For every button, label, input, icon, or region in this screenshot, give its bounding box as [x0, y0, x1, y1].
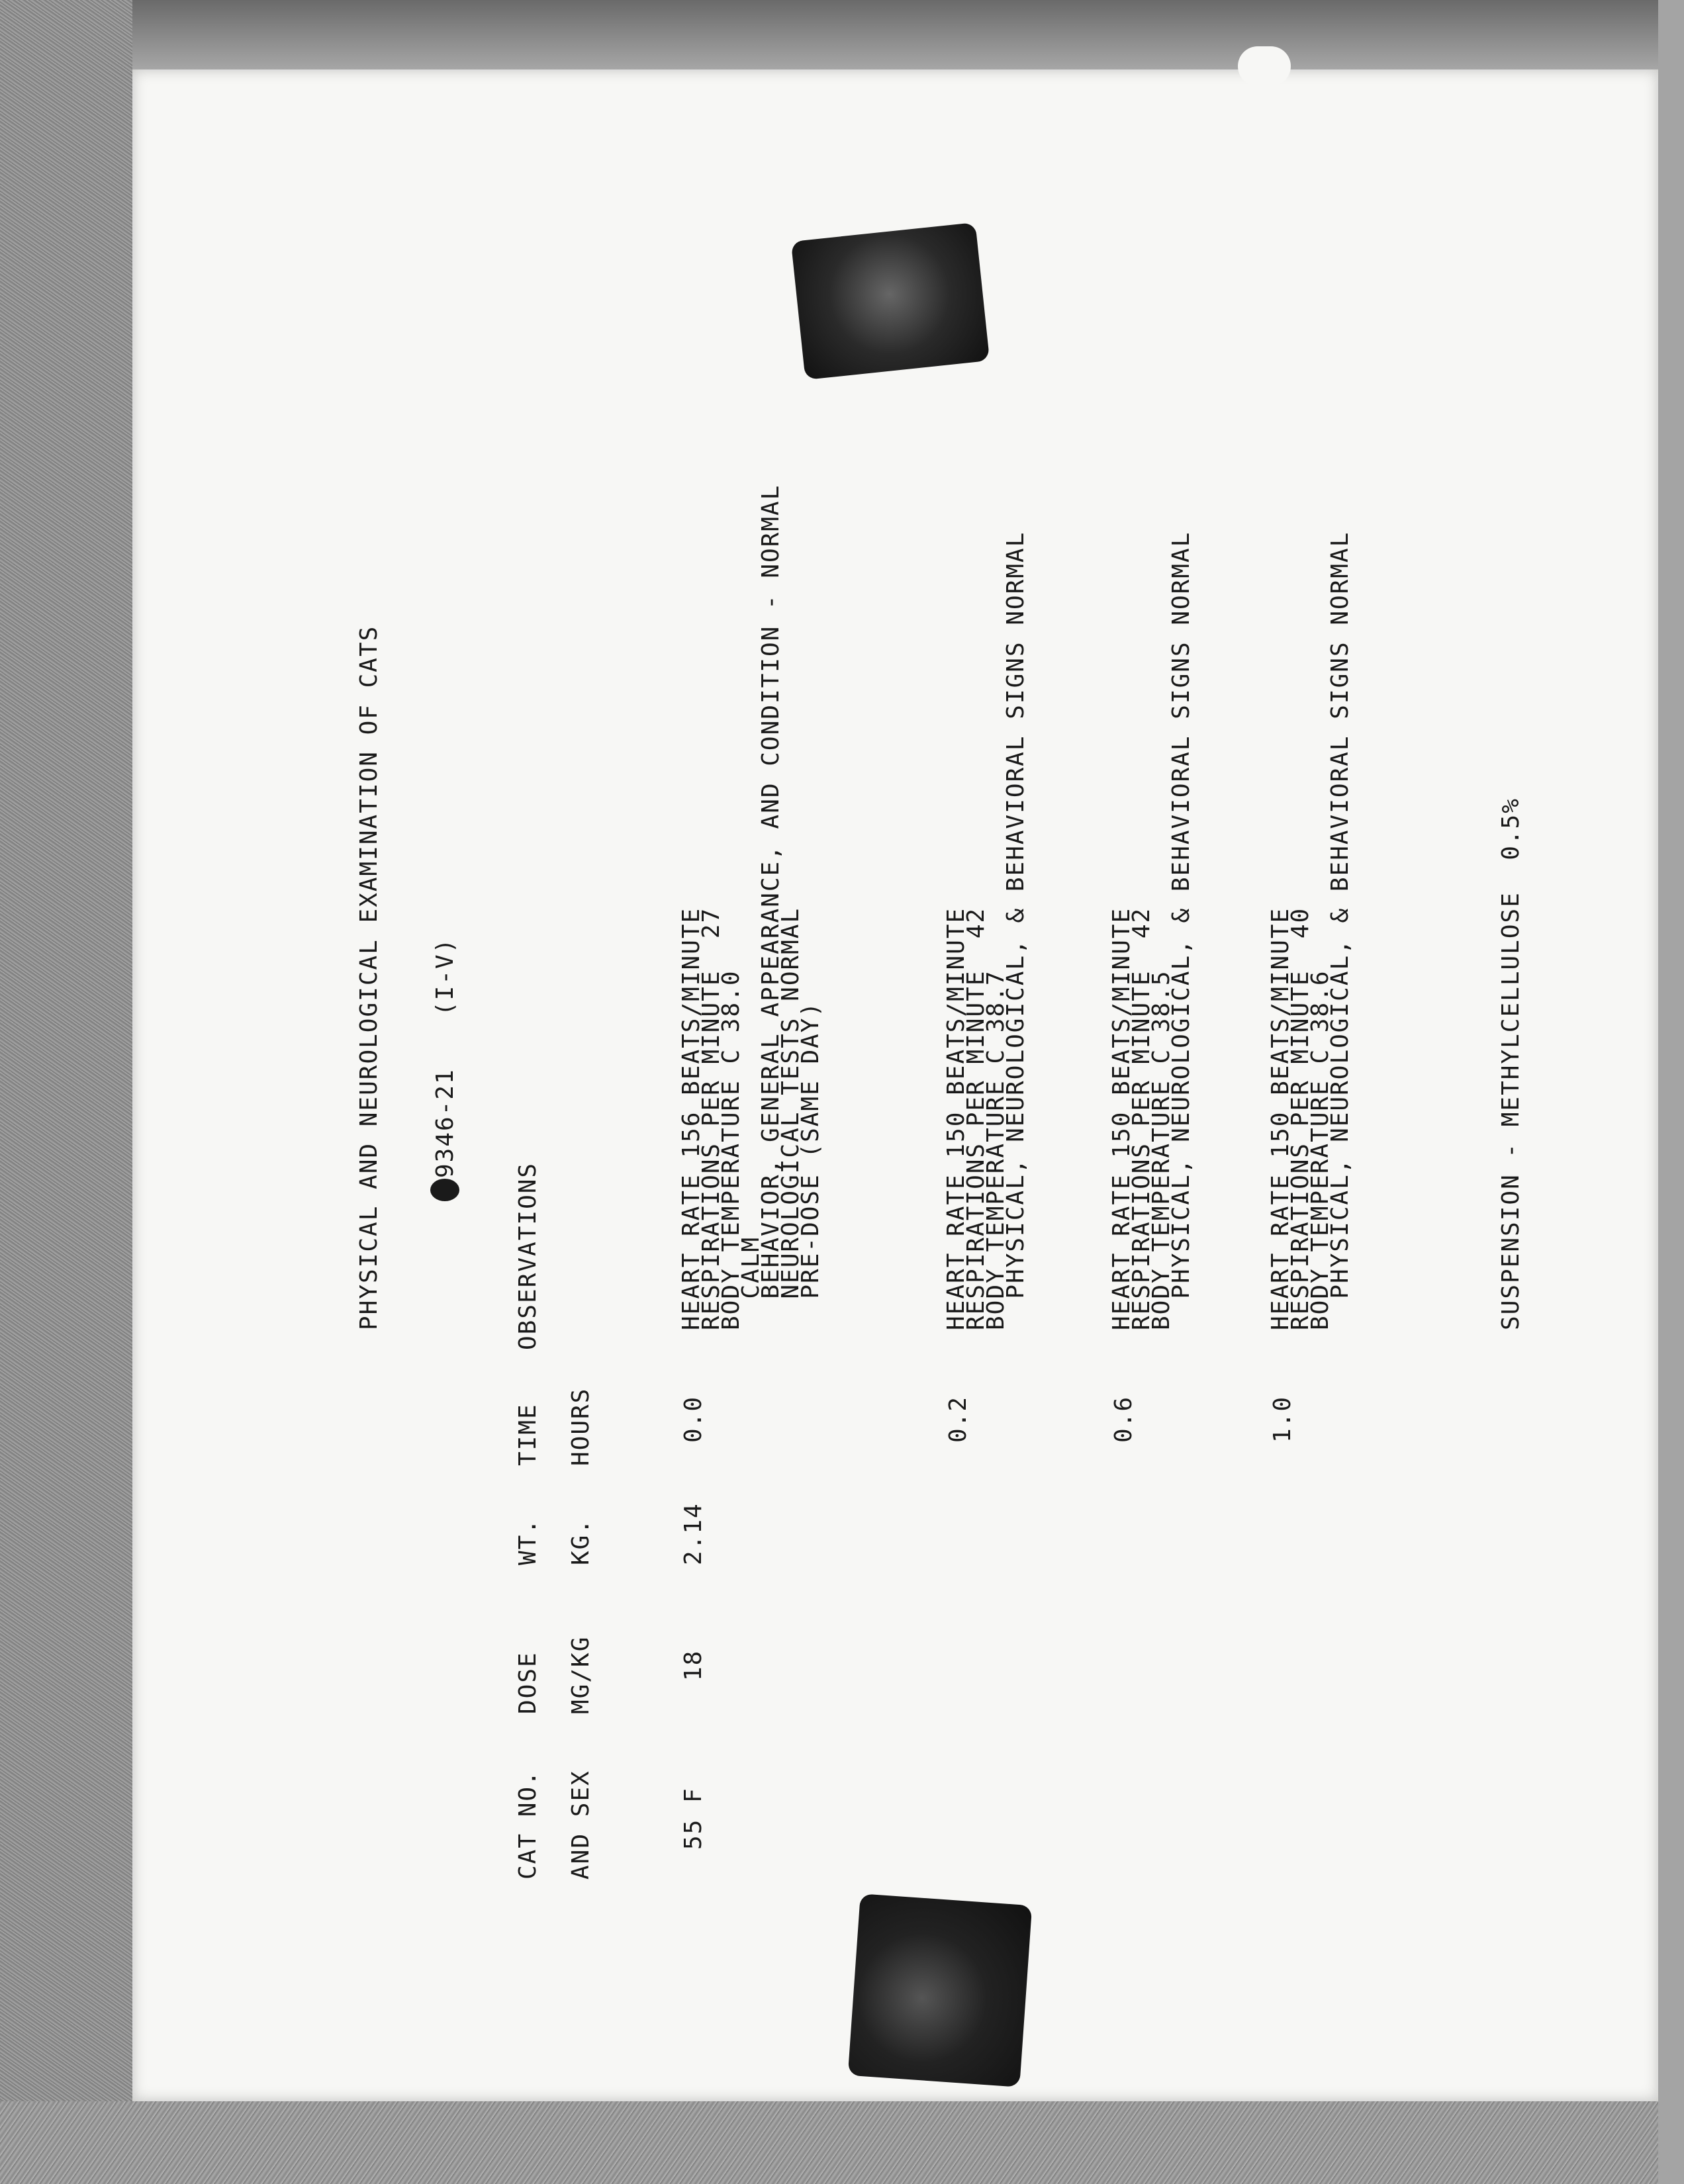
compound-id: 9346-21: [432, 1068, 459, 1178]
observation-line: HEART RATE 150 BEATS/MINUTE: [1267, 907, 1294, 1330]
header-dose: DOSE: [514, 1651, 541, 1714]
observation-entry: [678, 484, 824, 1330]
time-value: 0.6: [1110, 1395, 1137, 1443]
header-and-sex: AND SEX: [567, 1770, 594, 1880]
hole-punch-blot: [791, 222, 990, 380]
observation-line: NEUROLOGICAL TESTS NORMAL: [777, 907, 804, 1330]
header-kg: KG.: [567, 1518, 594, 1565]
observation-line: BODY TEMPERATURE C 38.5: [1148, 970, 1175, 1330]
observation-line: CALM: [737, 1236, 765, 1330]
observation-line: PRE-DOSE (SAME DAY): [797, 1001, 824, 1330]
observation-line: HEART RATE 150 BEATS/MINUTE: [1108, 907, 1135, 1330]
header-hours: HOURS: [567, 1387, 594, 1466]
observation-line: BODY TEMPERATURE C 38.0: [718, 970, 745, 1330]
page-title: PHYSICAL AND NEUROLOGICAL EXAMINATION OF CATS: [355, 625, 383, 1330]
time-value: 0.2: [945, 1395, 972, 1443]
group-label: (I-V): [432, 937, 459, 1016]
dose-value: 18: [680, 1649, 707, 1681]
observation-line: PHYSICAL, NEUROLOGICAL, & BEHAVIORAL SIGNS NORMAL: [1327, 531, 1354, 1330]
observation-line: BODY TEMPERATURE C 38.7: [982, 970, 1009, 1330]
observation-line: RESPIRATIONS PER MINUTE 42: [1128, 907, 1155, 1330]
header-observations: OBSERVATIONS: [514, 1161, 541, 1350]
observation-entry: [943, 531, 1029, 1330]
header-mg-kg: MG/KG: [567, 1635, 594, 1714]
observation-line: RESPIRATIONS PER MINUTE 27: [698, 907, 725, 1330]
weight-value: 2.14: [680, 1502, 707, 1565]
observation-line: HEART RATE 150 BEATS/MINUTE: [943, 907, 970, 1330]
observation-line: BEHAVIOR, GENERAL APPEARANCE, AND CONDITION - NORMAL: [757, 484, 784, 1330]
observation-line: RESPIRATIONS PER MINUTE 42: [962, 907, 990, 1330]
observation-line: HEART RATE 156 BEATS/MINUTE: [678, 907, 705, 1330]
time-value: 0.0: [680, 1395, 707, 1443]
observation-entry: [1108, 531, 1195, 1330]
header-wt: WT.: [514, 1518, 541, 1565]
observation-line: PHYSICAL, NEUROLOGICAL, & BEHAVIORAL SIGNS NORMAL: [1168, 531, 1195, 1330]
observation-line: BODY TEMPERATURE C 38.6: [1307, 970, 1334, 1330]
cat-number-sex: 55 F: [680, 1787, 707, 1850]
redaction-mark: [430, 1179, 459, 1201]
header-time: TIME: [514, 1403, 541, 1466]
observation-entry: [1267, 531, 1354, 1330]
observation-line: RESPIRATIONS PER MINUTE 40: [1287, 907, 1314, 1330]
footer-note: SUSPENSION - METHYLCELLULOSE 0.5%: [1497, 797, 1524, 1330]
time-value: 1.0: [1269, 1395, 1296, 1443]
hole-punch-blot: [848, 1893, 1033, 2087]
observation-line: PHYSICAL, NEUROLOGICAL, & BEHAVIORAL SIGNS NORMAL: [1002, 531, 1029, 1330]
header-cat-no: CAT NO.: [514, 1770, 541, 1880]
